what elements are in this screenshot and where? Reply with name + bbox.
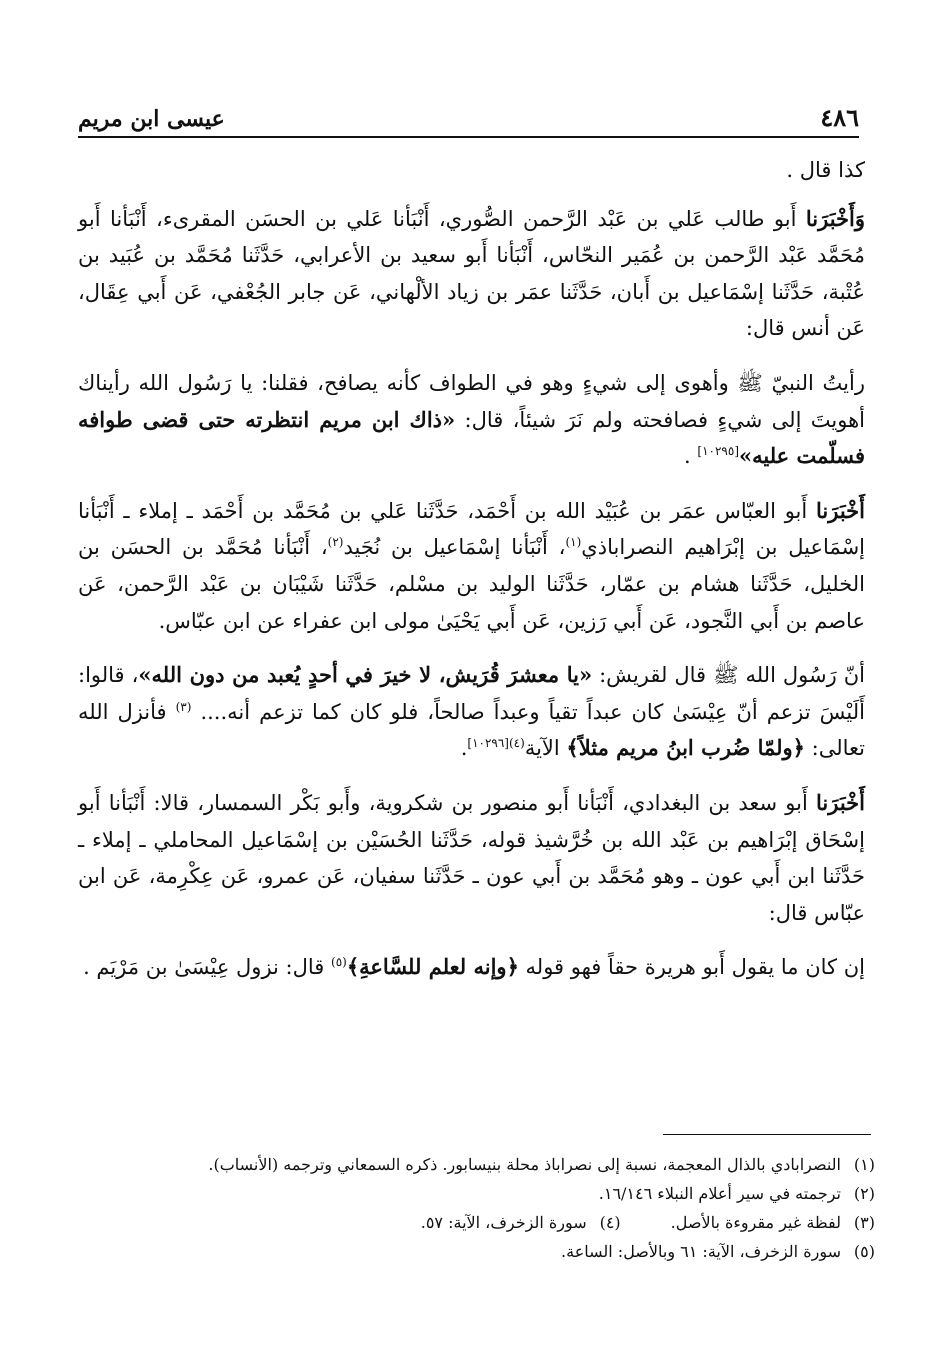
paragraph-isnad-2: أَخْبَرَنا أَبو العبّاس عمَر بن عُبَيْد الله بن أَحْمَد، حَدَّثَنا عَلي بن مُحَمَّد بن أَحْمَد ـ إملاء ـ أَنْبَأنا إسْمَاعيل بن إبْرَاهيم النصراباذي$^{(١)}$، أَنْبَأنا إسْمَاعيل بن نُجَيد$^{(٢)}$، أَنْبَأنا مُحَمَّد بن الحسَن بن الخليل، حَدَّثَنا هشام بن عمّار، حَدَّثَنا الوليد بن مسْلم، حَدَّثَنا شَيْبَان بن عَبْد الرَّحمن، عَن عاصم بن أَبي النَّجود، عَن أَبي رَزين، عَن أَبي يَحْيَىٰ مولى ابن عفراء عن ابن عبّاس. — [78, 497, 865, 633]
main-text — [78, 152, 865, 1004]
footnote-ref-2: (٢) — [327, 535, 344, 550]
footnote-3-4: (٣) لفظة غير مقروءة بالأصل. (٤) سورة الزخرف، الآية: ٥٧. — [80, 1208, 875, 1237]
footnote-1: (١) النصرابادي بالذال المعجمة، نسبة إلى نصراباذ محلة بنيسابور. ذكره السمعاني وترجمه (الأنساب). — [208, 1155, 875, 1174]
paragraph-isnad-1: وَأَخْبَرَنا أَبو طالب عَلي بن عَبْد الرَّحمن الصُّوري، أَنْبَأنا عَلي بن الحسَن المقرىء، أَنْبَأنا أَبو مُحَمَّد عَبْد الرَّحمن بن عُمَير النحّاس، أَنْبَأنا أَبو سعيد بن الأعرابي، حَدَّثَنا مُحَمَّد بن عُبَيد بن عُتْبة، حَدَّثَنا إسْمَاعيل بن أَبان، حَدَّثَنا عمَر بن زياد الألْهاني، عَن جابر الجُعْفي، عَن أَبي عِقَال، عَن أنس قال: — [78, 205, 865, 341]
akhbarana-lead: وَأَخْبَرَنا — [805, 205, 865, 231]
quran-quote: ﴿ولمّا ضُرب ابنُ مريم مثلاً﴾ — [566, 735, 805, 761]
hadith-ref: [١٠٢٩٦] — [467, 736, 509, 751]
footnotes — [80, 1150, 875, 1266]
paragraph-hadith-1: رأيتُ النبيّ ﷺ وأهوى إلى شيءٍ وهو في الطواف كأنه يصافح، فقلنا: يا رَسُول الله رأيناك أهويتَ إلى شيءٍ فصافحته ولم نَرَ شيئاً، قال: «ذاك ابن مريم انتظرته حتى قضى طوافه فسلّمت عليه»[١٠٢٩٥] . — [78, 370, 866, 469]
paragraph-intro: كذا قال . — [786, 158, 865, 182]
quote-text: «يا معشرَ قُرَيش، لا خيرَ في أحدٍ يُعبد من دون الله» — [138, 662, 593, 688]
footnote-ref-4: (٤) — [508, 736, 525, 751]
page-header — [78, 92, 859, 138]
hadith-ref: [١٠٢٩٥] — [697, 444, 739, 459]
footnote-ref-1: (١) — [565, 535, 582, 550]
page-number: ٤٨٦ — [820, 103, 859, 132]
footnote-divider — [663, 1134, 871, 1135]
akhbarana-lead: أَخْبَرَنا — [816, 789, 865, 815]
quran-quote: ﴿وإنه لعلم للسَّاعةِ﴾ — [346, 954, 519, 980]
footnote-2: (٢) ترجمته في سير أعلام النبلاء ١٦/١٤٦. — [598, 1184, 875, 1203]
paragraph-isnad-3: أَخْبَرَنا أَبو سعد بن البغدادي، أَنْبَأنا أَبو منصور بن شكروية، وأَبو بَكْر السمسار، قالا: أَنْبَأنا أَبو إسْحَاق إبْرَاهيم بن عَبْد الله بن خُرَّشيذ قوله، حَدَّثَنا الحُسَيْن بن إسْمَاعيل المحاملي ـ إملاء ـ حَدَّثَنا ابن أَبي عون ـ وهو مُحَمَّد بن أَبي عون ـ حَدَّثَنا سفيان، عَن عمرو، عَن عِكْرِمة، عَن ابن عبّاس قال: — [78, 789, 865, 925]
akhbarana-lead: أَخْبَرَنا — [816, 497, 865, 523]
paragraph-hadith-2: أنّ رَسُول الله ﷺ قال لقريش: «يا معشرَ قُرَيش، لا خيرَ في أحدٍ يُعبد من دون الله»، قالوا: أَلَيْسَ تزعم أنّ عِيْسَىٰ كان عبداً تقياً وعبداً صالحاً، فلو كان كما تزعم أنه.... $^{(٣)}$ فأنزل الله تعالى: ﴿ولمّا ضُرب ابنُ مريم مثلاً﴾ الآية$^{(٤)[١٠٢٩٦]}$. — [78, 662, 866, 761]
footnote-ref-3: (٣) — [175, 699, 192, 714]
paragraph-hadith-3: إن كان ما يقول أَبو هريرة حقاً فهو قوله ﴿وإنه لعلم للسَّاعةِ﴾$^{(٥)}$ قال: نزول عِيْسَىٰ بن مَرْيَم . — [83, 954, 865, 980]
running-title: عيسى ابن مريم — [78, 106, 225, 132]
footnote-5: (٥) سورة الزخرف، الآية: ٦١ وبالأصل: الساعة. — [561, 1242, 875, 1261]
footnote-4: (٤) — [599, 1213, 621, 1232]
footnote-ref-5: (٥) — [331, 955, 347, 970]
quote-text: «ذاك ابن مريم انتظرته حتى قضى طوافه فسلّمت عليه» — [78, 406, 865, 469]
